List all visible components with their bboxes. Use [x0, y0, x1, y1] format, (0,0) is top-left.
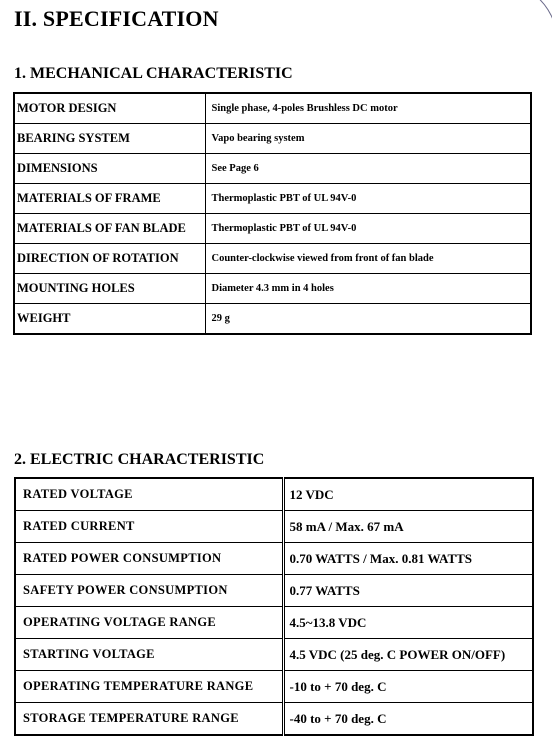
row-label: RATED VOLTAGE: [15, 478, 283, 511]
row-label: STORAGE TEMPERATURE RANGE: [15, 703, 283, 736]
row-value: Thermoplastic PBT of UL 94V-0: [205, 184, 531, 214]
table-row: [15, 671, 533, 703]
row-value: Diameter 4.3 mm in 4 holes: [205, 274, 531, 304]
table-row: [14, 124, 531, 154]
electric-section-heading: 2. ELECTRIC CHARACTERISTIC: [14, 451, 265, 468]
row-value: 58 mA / Max. 67 mA: [283, 511, 533, 543]
row-label: MOTOR DESIGN: [14, 93, 205, 124]
row-value: Thermoplastic PBT of UL 94V-0: [205, 214, 531, 244]
row-label: DIRECTION OF ROTATION: [14, 244, 205, 274]
row-label: MATERIALS OF FRAME: [14, 184, 205, 214]
row-label: OPERATING VOLTAGE RANGE: [15, 607, 283, 639]
table-row: [14, 184, 531, 214]
row-label: RATED CURRENT: [15, 511, 283, 543]
table-row: [15, 607, 533, 639]
row-label: SAFETY POWER CONSUMPTION: [15, 575, 283, 607]
row-value: 4.5~13.8 VDC: [283, 607, 533, 639]
row-label: BEARING SYSTEM: [14, 124, 205, 154]
table-row: [15, 639, 533, 671]
row-label: OPERATING TEMPERATURE RANGE: [15, 671, 283, 703]
decorative-arc: [534, 0, 552, 26]
row-value: 4.5 VDC (25 deg. C POWER ON/OFF): [283, 639, 533, 671]
row-label: MOUNTING HOLES: [14, 274, 205, 304]
table-row: [14, 93, 531, 124]
table-row: [15, 511, 533, 543]
table-row: [14, 154, 531, 184]
row-value: Single phase, 4-poles Brushless DC motor: [205, 93, 531, 124]
electric-characteristics-table: [14, 477, 534, 736]
row-value: -10 to + 70 deg. C: [283, 671, 533, 703]
row-label: MATERIALS OF FAN BLADE: [14, 214, 205, 244]
table-row: [14, 214, 531, 244]
table-row: [15, 575, 533, 607]
row-value: -40 to + 70 deg. C: [283, 703, 533, 736]
row-value: See Page 6: [205, 154, 531, 184]
row-label: STARTING VOLTAGE: [15, 639, 283, 671]
row-label: DIMENSIONS: [14, 154, 205, 184]
table-row: [15, 543, 533, 575]
row-value: Vapo bearing system: [205, 124, 531, 154]
mechanical-section-heading: 1. MECHANICAL CHARACTERISTIC: [14, 65, 293, 82]
row-label: WEIGHT: [14, 304, 205, 335]
table-row: [14, 304, 531, 335]
table-row: [15, 703, 533, 736]
row-value: 0.77 WATTS: [283, 575, 533, 607]
page-title: II. SPECIFICATION: [14, 6, 219, 31]
row-value: Counter-clockwise viewed from front of fan blade: [205, 244, 531, 274]
row-value: 29 g: [205, 304, 531, 335]
mechanical-characteristics-table: [13, 92, 532, 335]
row-value: 12 VDC: [283, 478, 533, 511]
table-row: [15, 478, 533, 511]
row-label: RATED POWER CONSUMPTION: [15, 543, 283, 575]
row-value: 0.70 WATTS / Max. 0.81 WATTS: [283, 543, 533, 575]
table-row: [14, 274, 531, 304]
table-row: [14, 244, 531, 274]
